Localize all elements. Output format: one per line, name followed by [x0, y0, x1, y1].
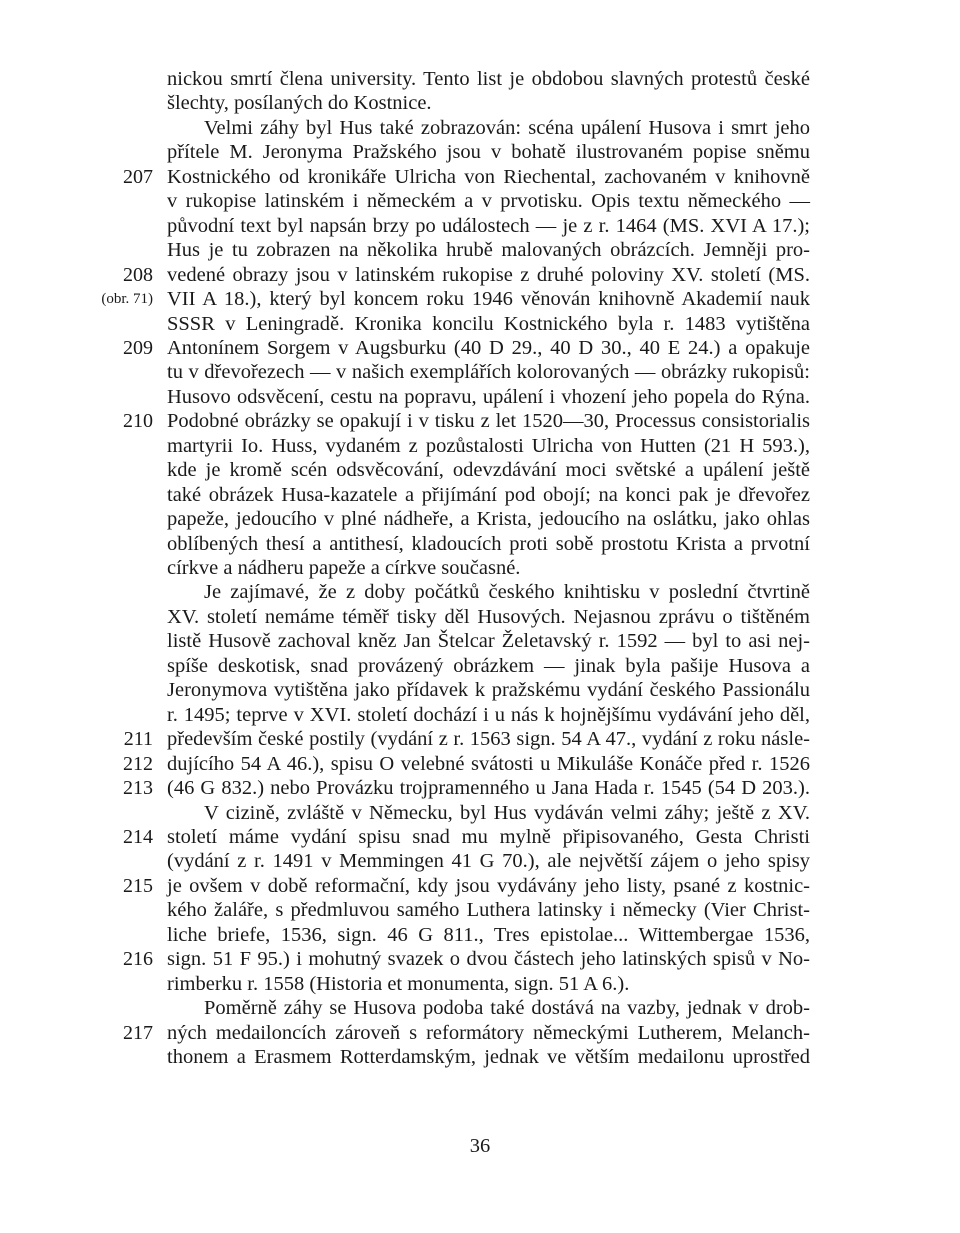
text-line: XV. století nemáme téměř tisky děl Husových. Nejasnou zprávu o tištěném	[167, 605, 810, 628]
text-line: přítele M. Jeronyma Pražského jsou v bohatě ilustrovaném popise sněmu	[167, 141, 810, 164]
text-line: Poměrně záhy se Husova podoba také dostává na vazby, jednak v drob-	[204, 997, 810, 1020]
text-line: spíše deskotisk, snad provázený obrázkem — jinak byla pašije Husova a	[167, 654, 810, 677]
margin-reference-number: 216	[123, 948, 153, 971]
margin-reference-number: 208	[123, 263, 153, 286]
text-line: V cizině, zvláště v Německu, byl Hus vydáván velmi záhy; ještě z XV.	[204, 801, 810, 824]
text-line: je ovšem v době reformační, kdy jsou vydávány jeho listy, psané z kostnic-	[167, 874, 810, 897]
margin-reference-number: 211	[123, 728, 153, 751]
text-line: martyrii Io. Huss, vydaném z pozůstalosti Ulricha von Hutten (21 H 593.),	[167, 434, 810, 457]
text-line: r. 1495; teprve v XVI. století dochází i u nás k hojnějšímu vydávání jeho děl,	[167, 703, 810, 726]
text-line: SSSR v Leningradě. Kronika koncilu Kostnického byla r. 1483 vytištěna	[167, 312, 810, 335]
text-line: Velmi záhy byl Hus také zobrazován: scéna upálení Husova i smrt jeho	[204, 116, 810, 139]
text-line: v rukopise latinském i německém a v prvotisku. Opis textu německého —	[167, 190, 810, 213]
text-line: liche briefe, 1536, sign. 46 G 811., Tres epistolae... Wittembergae 1536,	[167, 923, 810, 946]
text-line: vedené obrazy jsou v latinském rukopise z druhé poloviny XV. století (MS.	[167, 263, 810, 286]
margin-reference-number: 212	[123, 752, 153, 775]
text-line: (vydání z r. 1491 v Memmingen 41 G 70.), ale největší zájem o jeho spisy	[167, 850, 810, 873]
text-line: Husovo odsvěcení, cestu na popravu, upálení i vhození jeho popela do Rýna.	[167, 385, 810, 408]
text-line: oblíbených thesí a antithesí, kladoucích proti sobě prostotu Krista a prvotní	[167, 532, 810, 555]
margin-reference-number: 209	[123, 336, 153, 359]
margin-reference-number: 213	[123, 777, 153, 800]
margin-reference-number: 215	[123, 874, 153, 897]
text-line: sign. 51 F 95.) i mohutný svazek o dvou částech jeho latinských spisů v No-	[167, 948, 810, 971]
margin-reference-number: 210	[123, 410, 153, 433]
text-line: století máme vydání spisu snad mu mylně připisovaného, Gesta Christi	[167, 825, 810, 848]
text-line: thonem a Erasmem Rotterdamským, jednak ve větším medailonu uprostřed	[167, 1046, 810, 1068]
text-line: Antonínem Sorgem v Augsburku (40 D 29., 40 D 30., 40 E 24.) a opakuje	[167, 336, 810, 359]
text-line: ných medailoncích zároveň s reformátory německými Lutherem, Melanch-	[167, 1021, 810, 1044]
text-line: církve a nádheru papeže a církve současné.	[167, 557, 521, 579]
text-line: kého žaláře, s předmluvou samého Luthera latinsky i německy (Vier Christ-	[167, 899, 810, 922]
margin-reference-number: 207	[123, 165, 153, 188]
text-line: VII A 18.), který byl koncem roku 1946 věnován knihovně Akademií nauk	[167, 288, 810, 311]
text-line: kde je kromě scén odsvěcování, odevzdávání moci světské a upálení ještě	[167, 459, 810, 482]
text-line: Podobné obrázky se opakují i v tisku z let 1520—30, Processus consistorialis	[167, 410, 810, 433]
text-line: šlechty, posílaných do Kostnice.	[167, 92, 432, 115]
text-line: Jeronymova vytištěna jako přídavek k pražskému vydání českého Passionálu	[167, 679, 810, 702]
text-line: především české postily (vydání z r. 1563 sign. 54 A 47., vydání z roku násle-	[167, 728, 810, 751]
margin-reference-number: 217	[123, 1021, 153, 1044]
text-line: dujícího 54 A 46.), spisu O velebné svátosti u Mikuláše Konáče před r. 1526	[167, 752, 810, 775]
text-line: Kostnického od kronikáře Ulricha von Riechental, zachovaném v knihovně	[167, 165, 810, 188]
text-line: Hus je tu zobrazen na několika hrubě malovaných obrázcích. Jemněji pro-	[167, 239, 810, 262]
text-line: Je zajímavé, že z doby počátků českého knihtisku v poslední čtvrtině	[204, 581, 810, 604]
text-line: původní text byl napsán brzy po událostech — je z r. 1464 (MS. XVI A 17.);	[167, 214, 810, 237]
text-line: papeže, jedoucího v plné nádheře, a Krista, jedoucího na oslátku, jako ohlas	[167, 508, 810, 531]
text-line: (46 G 832.) nebo Provázku trojpramenného u Jana Hada r. 1545 (54 D 203.).	[167, 777, 810, 800]
text-line: také obrázek Husa-kazatele a přijímání pod obojí; na konci pak je dřevořez	[167, 483, 810, 506]
text-line: nickou smrtí člena university. Tento list je obdobou slavných protestů české	[167, 68, 810, 90]
page-number: 36	[469, 1135, 491, 1157]
text-line: listě Husově zachoval kněz Jan Štelcar Želetavský r. 1592 — byl to asi nej-	[167, 630, 810, 653]
text-line: tu v dřevořezech — v našich exemplářích kolorovaných — obrázky rukopisů:	[167, 361, 810, 384]
margin-reference-number: 214	[123, 825, 153, 848]
text-line: rimberku r. 1558 (Historia et monumenta, sign. 51 A 6.).	[167, 972, 630, 995]
margin-reference-number: (obr. 71)	[101, 291, 153, 308]
